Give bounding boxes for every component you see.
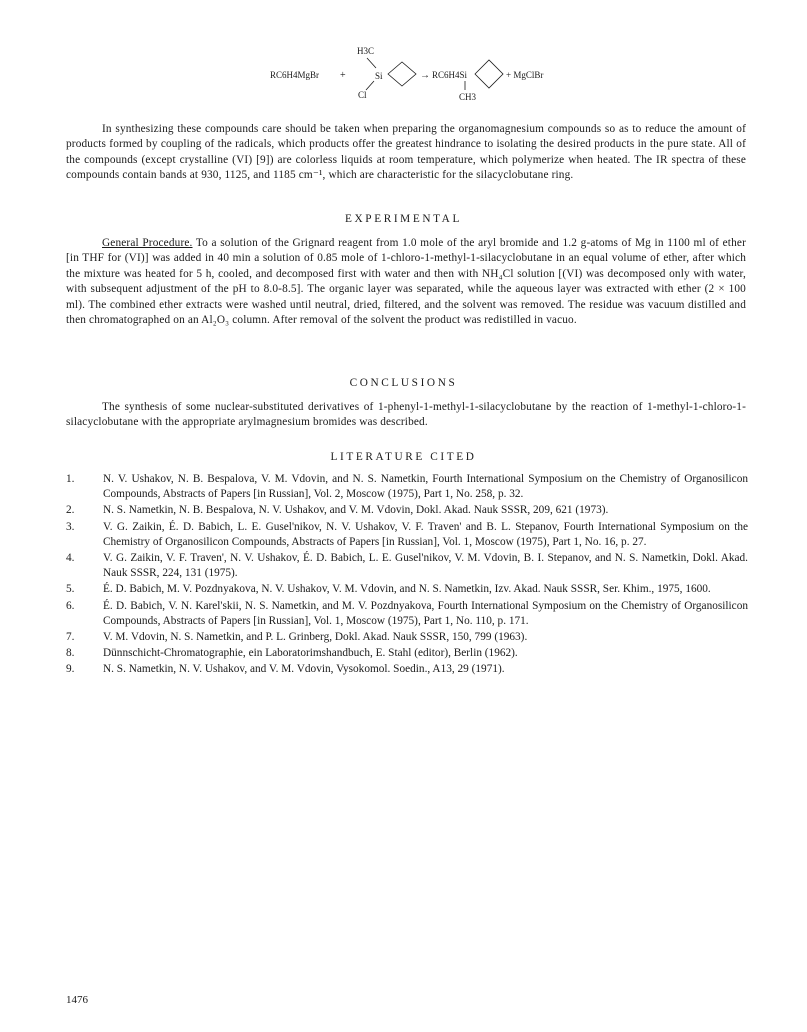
reference-number: 8. [66,647,75,660]
reference-item [66,662,748,677]
reference-item [66,520,748,550]
reference-number: 9. [66,663,75,676]
conclusions-heading: CONCLUSIONS [349,377,458,389]
reference-number: 7. [66,631,75,644]
reference-item [66,503,748,518]
intro-text: In synthesizing these compounds care should be taken when preparing the organomagnesium compounds so as to reduce the amount of products formed by coupling of the radicals, which products offer the greatest hindrance to isolating the desired products in the pure state. All of the compounds (except crystalline (VI) [9]) are colorless liquids at room temperature, which polymerize when heated. The IR spectra of these compounds contain bands at 930, 1125, and 1185 cm⁻¹, which are characteristic for the silacyclobutane ring. [66,123,746,182]
reference-text: N. S. Nametkin, N. B. Bespalova, N. V. Ushakov, and V. M. Vdovin, Dokl. Akad. Nauk SSSR, 209, 621 (1973). [103,504,609,517]
scheme-ch3-label: CH3 [459,92,477,102]
reference-item [66,472,748,502]
scheme-reactant-label: RC6H4MgBr [270,70,320,80]
reference-text: Dünnschicht-Chromatographie, ein Laboratorimshandbuch, E. Stahl (editor), Berlin (1962). [103,647,518,660]
reference-item [66,582,748,597]
silacyclobutane-ring-1 [388,62,416,86]
reference-number: 5. [66,583,75,596]
reaction-scheme [270,40,560,108]
scheme-cl-label: Cl [358,90,367,100]
reference-number: 1. [66,473,75,485]
experimental-paragraph [66,236,746,328]
conclusions-paragraph [66,400,746,431]
reference-text: V. G. Zaikin, É. D. Babich, L. E. Gusel'nikov, N. V. Ushakov, V. F. Traven' and B. L. Stepanov, Fourth International Symposium on the Chemistry of Organosilicon Compounds, Abstracts of Papers [in Russian], Vol. 1, Moscow (1975), Part 1, No. 16, p. 27. [103,520,748,548]
reference-item [66,551,748,581]
reference-text: V. M. Vdovin, N. S. Nametkin, and P. L. Grinberg, Dokl. Akad. Nauk SSSR, 150, 799 (1963). [103,631,528,644]
page-number: 1476 [66,994,88,1006]
reference-item [66,599,748,629]
scheme-si-label: Si [375,71,383,81]
experimental-body [66,236,746,328]
intro-paragraph [66,122,746,184]
scheme-arrow: → [420,70,430,81]
silacyclobutane-ring-2 [475,60,503,88]
reference-text: V. G. Zaikin, V. F. Traven', N. V. Ushakov, É. D. Babich, L. E. Gusel'nikov, V. M. Vdovin, B. I. Stepanov, and N. S. Nametkin, Dokl. Akad. Nauk SSSR, 224, 131 (1975). [103,552,748,580]
reference-item [66,646,748,661]
general-procedure-label: General Procedure. [102,237,193,249]
reference-text: É. D. Babich, M. V. Pozdnyakova, N. V. Ushakov, V. M. Vdovin, and N. S. Nametkin, Izv. Akad. Nauk SSSR, Ser. Khim., 1975, 1600. [103,583,711,596]
conclusions-text: The synthesis of some nuclear-substituted derivatives of 1-phenyl-1-methyl-1-silacyclobutane by the reaction of 1-methyl-1-chloro-1-silacyclobutane with the appropriate arylmagnesium bromides was described. [66,401,746,429]
scheme-product-label: RC6H4Si [432,70,468,80]
reference-item [66,630,748,645]
reference-number: 6. [66,599,75,612]
reference-number: 4. [66,552,75,565]
reference-text: N. S. Nametkin, N. V. Ushakov, and V. M. Vdovin, Vysokomol. Soedin., A13, 29 (1971). [103,663,505,676]
experimental-text: To a solution of the Grignard reagent from 1.0 mole of the aryl bromide and 1.2 g-atoms of Mg in 1100 ml of ether [in THF for (VI)] was added in 40 min a solution of 0.85 mole of 1-chloro-1-methyl-1-silacyclobutane in an equal volume of ether, after which the mixture was heated for 5 h, cooled, and decomposed first with water and then with NH₄Cl solution [(VI) was decomposed only with water, with subsequent adjustment of the pH to 8.0-8.5]. The organic layer was separated, while the aqueous layer was extracted with ether (2 × 100 ml). The combined ether extracts were washed until neutral, dried, filtered, and the solvent was removed. The residue was vacuum distilled and then chromatographed on an Al₂O₃ column. After removal of the solvent the product was redistilled in vacuo. [66,237,746,327]
scheme-h3c-label: H3C [357,46,375,56]
reference-text: É. D. Babich, V. N. Karel'skii, N. S. Nametkin, and M. V. Pozdnyakova, Fourth International Symposium on the Chemistry of Organosilicon Compounds, Abstracts of Papers [in Russian], Vol. 1, Moscow (1975), Part 1, No. 110, p. 171. [103,599,748,627]
reference-list [66,472,748,679]
scheme-byproduct-label: + MgClBr [506,70,544,80]
experimental-heading: EXPERIMENTAL [345,213,462,225]
reference-text: N. V. Ushakov, N. B. Bespalova, V. M. Vdovin, and N. S. Nametkin, Fourth International Symposium on the Chemistry of Organosilicon Compounds, Abstracts of Papers [in Russian], Vol. 2, Moscow (1975), Part 1, No. 258, p. 32. [103,473,748,501]
scheme-plus-label: + [340,70,346,81]
literature-heading: LITERATURE CITED [330,451,477,463]
reference-number: 3. [66,520,75,533]
reference-number: 2. [66,504,75,517]
